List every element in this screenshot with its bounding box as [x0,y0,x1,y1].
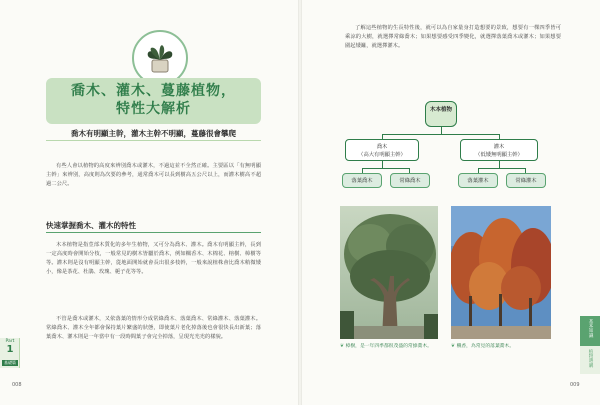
side-tab-shopping [580,346,600,374]
page-subtitle: 喬木有明顯主幹，灌木主幹不明顯，蔓藤很會攀爬 [71,129,236,138]
diagram-leaf-node: 常綠喬木 [390,173,430,188]
intro-paragraph: 了解這些植物的生長特性後，就可以為自家量身打造想要的景致，想要有一棵四季皆可乘涼的大樹，就選擇常綠喬木；如果想要感受四季變化，就選擇落葉喬木或灌木；如果想要圍起矮籬，就選擇灌木。 [345,25,561,49]
diagram-node-label: 灌木 [493,144,505,150]
camphor-tree-photo [340,206,438,339]
photo-caption [451,343,551,350]
part-name: 基礎篇 [4,360,16,365]
diagram-connector [362,168,410,169]
side-tab-label: 基本知識 [588,319,593,338]
diagram-connector [499,161,500,168]
diagram-connector [441,127,442,134]
intro-paragraph: 有些人會以植物的高度來辨別喬木或灌木，不過這並不全然正確。主要區以「有無明顯主幹」來辨別，高度則為次要的參考，通常喬木可以長到樹高五公尺以上，而灌木樹高不超過二公尺。 [46,163,261,187]
photo-caption-text: 楓香，為常見的落葉喬木。 [456,344,515,349]
page-title-line2: 特性大解析 [116,101,191,117]
diagram-leaf-node: 落葉灌木 [458,173,498,188]
diagram-node-tree [345,139,419,161]
side-tab-basics [580,316,600,346]
diagram-node-shrub [460,139,538,161]
diagram-connector [382,134,500,135]
body-paragraph: 木本植物是指莖部木質化的多年生植物，又可分為喬木、灌木。喬木有明顯主幹，長到一定高度時會開始分枝，一般常見的樹木皆屬於喬木，例如楓香木、木棉花、榕樹、樟樹等等。灌木則是沒有明顯主幹，從地面開始就會長出很多枝幹，一般來說植株會比喬木稍微矮小，像是茶花、杜鵑、玫瑰、梔子花等等。 [46,242,261,275]
diagram-node-label: 喬木 [376,144,388,150]
diagram-leaf-node: 常綠灌木 [506,173,546,188]
page-title [46,82,261,118]
diagram-connector [478,168,526,169]
book-gutter [298,0,302,405]
side-tab-label: 植物選購 [588,349,593,368]
leaf-icon: ❦ [451,344,456,349]
page-title-line1: 喬木、灌木、蔓藤植物， [71,83,236,99]
page-number: 009 [570,382,580,388]
divider [46,140,261,141]
diagram-node-sublabel: （高大有明顯主幹） [358,152,406,158]
leaf-icon: ❦ [340,344,345,349]
section-divider [46,232,261,233]
section-heading: 快速掌握喬木、灌木的特性 [46,221,136,230]
diagram-connector [382,161,383,168]
diagram-root-label: 木本植物 [429,107,452,113]
diagram-root-node [425,101,457,127]
part-label: Part [5,339,15,344]
diagram-node-sublabel: （低矮無明顯主幹） [475,152,523,158]
sweetgum-tree-photo [451,206,551,339]
page-number: 008 [12,382,22,388]
photo-caption [340,343,440,350]
body-paragraph: 不管是喬木或灌木，又依落葉的情形分成常綠喬木、落葉喬木、常綠灌木、落葉灌木。常綠喬木、灌木全年都會保持葉片繁盛的狀態，即使葉片老化掉落後也會很快長出新葉；落葉喬木、灌木則是一年當中有一段時間葉子會完全掉落，呈現光禿禿的樣貌。 [46,316,261,340]
diagram-leaf-node: 落葉喬木 [342,173,382,188]
part-number: 1 [6,344,14,355]
photo-caption-text: 樟樹，是一年四季都很茂盛的常綠喬木。 [345,344,432,349]
